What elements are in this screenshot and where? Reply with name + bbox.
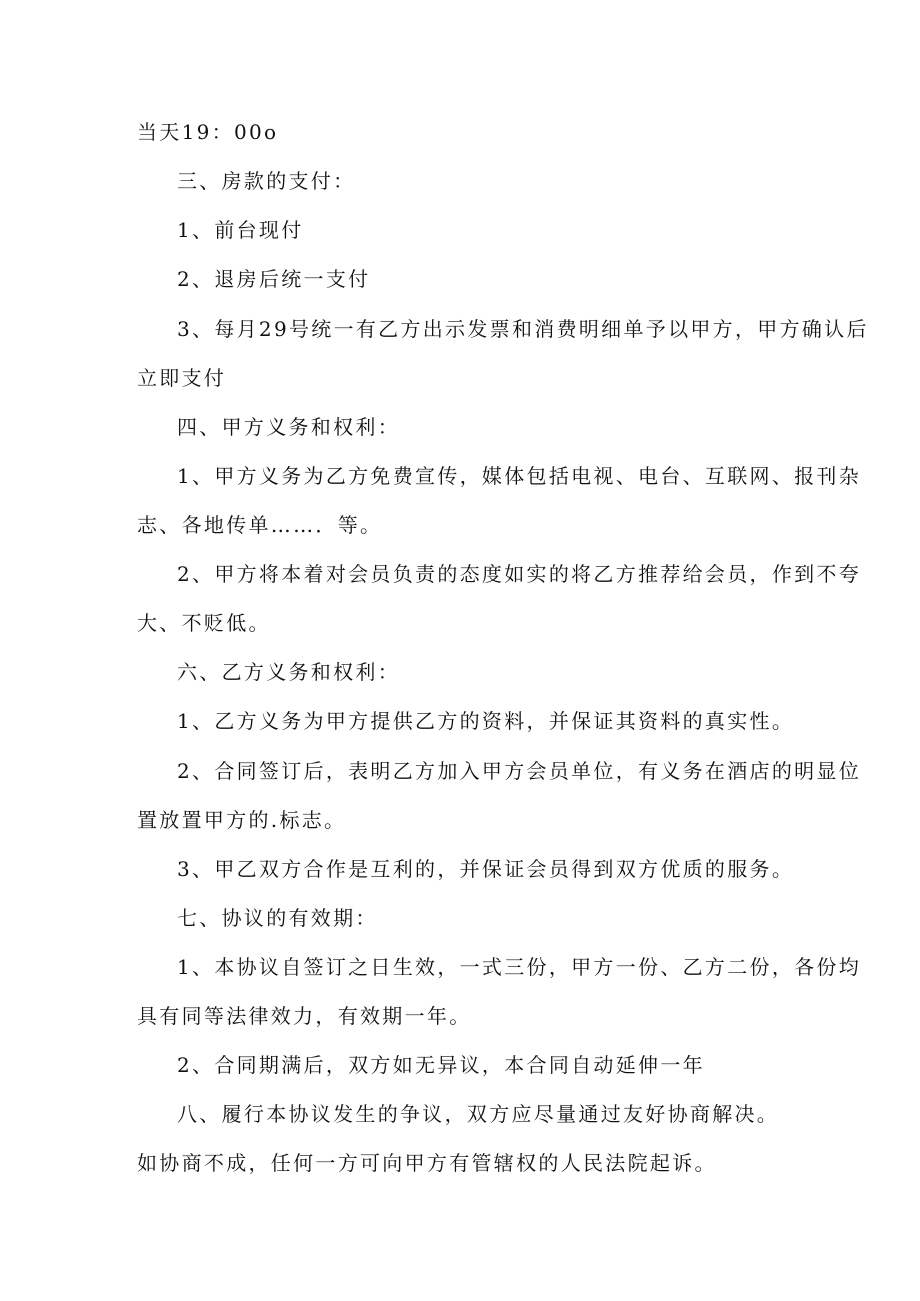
text-line: 1、前台现付 [177, 218, 304, 242]
section-heading: 四、甲方义务和权利： [177, 415, 400, 439]
text-line: 3、每月29号统一有乙方出示发票和消费明细单予以甲方，甲方确认后 [177, 317, 869, 341]
text-line: 当天19：00o [137, 120, 279, 144]
text-line: 3、甲乙双方合作是互利的，并保证会员得到双方优质的服务。 [177, 857, 795, 881]
text-line: 2、退房后统一支付 [177, 267, 371, 291]
text-line: 置放置甲方的.标志。 [137, 808, 347, 832]
text-line: 志、各地传单……．等。 [137, 513, 383, 537]
text-line: 大、不贬低。 [137, 611, 271, 635]
text-line: 2、合同期满后，双方如无异议，本合同自动延伸一年 [177, 1053, 705, 1077]
text-line: 具有同等法律效力，有效期一年。 [137, 1004, 472, 1028]
text-line: 2、合同签订后，表明乙方加入甲方会员单位，有义务在酒店的明显位 [177, 759, 862, 783]
text-line: 1、本协议自签订之日生效，一式三份，甲方一份、乙方二份，各份均 [177, 955, 862, 979]
section-heading: 八、履行本协议发生的争议，双方应尽量通过友好协商解决。 [177, 1102, 780, 1126]
text-line: 立即支付 [137, 366, 227, 390]
section-heading: 六、乙方义务和权利： [177, 660, 400, 684]
text-line: 2、甲方将本着对会员负责的态度如实的将乙方推荐给会员，作到不夸 [177, 562, 862, 586]
section-heading: 三、房款的支付： [177, 169, 356, 193]
section-heading: 七、协议的有效期： [177, 906, 378, 930]
text-line: 1、乙方义务为甲方提供乙方的资料，并保证其资料的真实性。 [177, 709, 795, 733]
text-line: 如协商不成，任何一方可向甲方有管辖权的人民法院起诉。 [137, 1151, 717, 1175]
text-line: 1、甲方义务为乙方免费宣传，媒体包括电视、电台、互联网、报刊杂 [177, 464, 862, 488]
